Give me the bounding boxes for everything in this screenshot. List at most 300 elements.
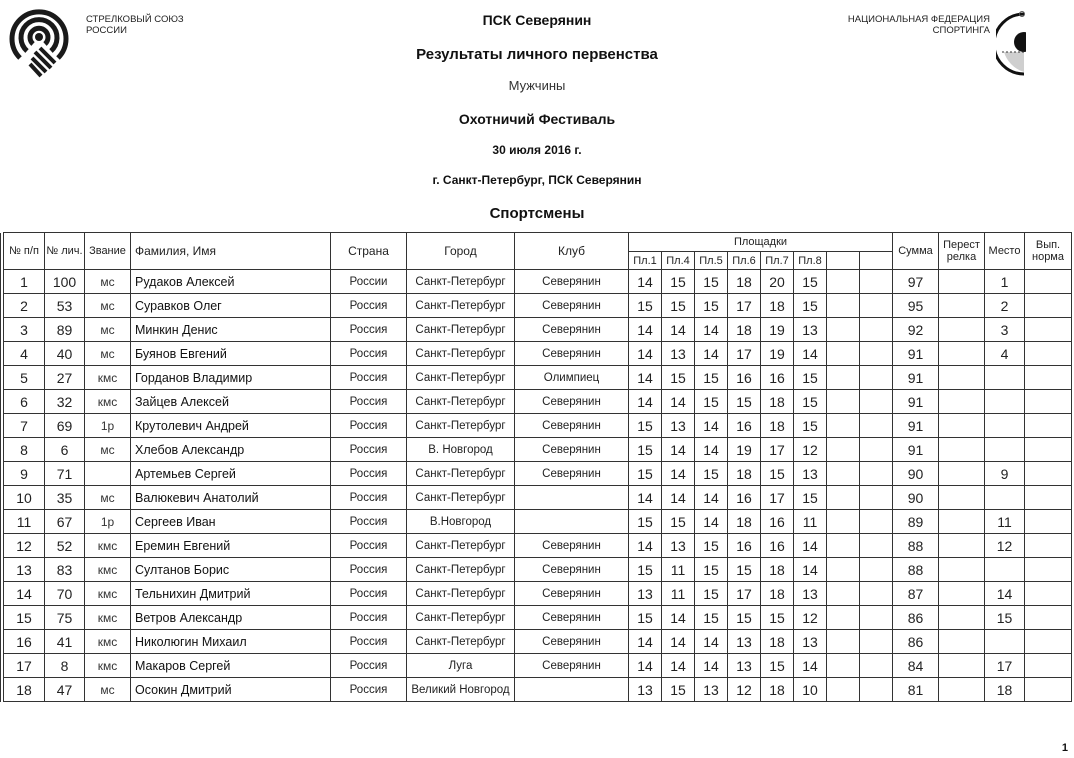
cell-station-score: 15 bbox=[629, 510, 662, 534]
cell-country: Россия bbox=[331, 390, 407, 414]
cell-club: Северянин bbox=[515, 630, 629, 654]
cell-rank: мс bbox=[85, 318, 131, 342]
cell-norm bbox=[1025, 654, 1072, 678]
cell-shootoff bbox=[939, 510, 985, 534]
cell-bib: 67 bbox=[45, 510, 85, 534]
cell-city: Санкт-Петербург bbox=[407, 390, 515, 414]
cell-station-score: 14 bbox=[662, 462, 695, 486]
col-header-bib: № лич. bbox=[45, 233, 85, 270]
cell-station-score bbox=[827, 510, 860, 534]
cell-name: Минкин Денис bbox=[131, 318, 331, 342]
table-row bbox=[1, 294, 1072, 318]
cell-station-score: 17 bbox=[761, 486, 794, 510]
cell-bib: 32 bbox=[45, 390, 85, 414]
cell-station-score: 13 bbox=[629, 582, 662, 606]
cell-name: Крутолевич Андрей bbox=[131, 414, 331, 438]
cell-station-score bbox=[827, 318, 860, 342]
cell-place: 15 bbox=[985, 606, 1025, 630]
cell-station-score: 13 bbox=[629, 678, 662, 702]
cell-station-score: 17 bbox=[728, 294, 761, 318]
cell-station-score bbox=[827, 270, 860, 294]
cell-station-score: 16 bbox=[728, 414, 761, 438]
cell-sum: 95 bbox=[893, 294, 939, 318]
cell-city: Санкт-Петербург bbox=[407, 462, 515, 486]
cell-station-score: 16 bbox=[728, 486, 761, 510]
cell-station-score: 14 bbox=[629, 654, 662, 678]
col-header-club: Клуб bbox=[515, 233, 629, 270]
cell-station-score: 15 bbox=[794, 390, 827, 414]
cell-station-score bbox=[827, 414, 860, 438]
cell-station-score: 15 bbox=[794, 486, 827, 510]
cell-station-score bbox=[860, 486, 893, 510]
cell-station-score: 10 bbox=[794, 678, 827, 702]
cell-country: России bbox=[331, 270, 407, 294]
cell-station-score bbox=[860, 390, 893, 414]
cell-name: Тельнихин Дмитрий bbox=[131, 582, 331, 606]
cell-station-score: 15 bbox=[761, 654, 794, 678]
table-row bbox=[1, 414, 1072, 438]
cell-norm bbox=[1025, 678, 1072, 702]
cell-station-score: 14 bbox=[662, 318, 695, 342]
cell-name: Николюгин Михаил bbox=[131, 630, 331, 654]
cell-sum: 89 bbox=[893, 510, 939, 534]
cell-station-score: 11 bbox=[794, 510, 827, 534]
cell-station-score bbox=[827, 630, 860, 654]
cell-city: Санкт-Петербург bbox=[407, 582, 515, 606]
cell-shootoff bbox=[939, 318, 985, 342]
cell-station-score: 14 bbox=[794, 534, 827, 558]
cell-no: 13 bbox=[4, 558, 45, 582]
table-row bbox=[1, 678, 1072, 702]
cell-no: 14 bbox=[4, 582, 45, 606]
cell-place: 12 bbox=[985, 534, 1025, 558]
cell-station-score: 15 bbox=[629, 414, 662, 438]
cell-station-score: 14 bbox=[695, 342, 728, 366]
cell-station-score bbox=[860, 582, 893, 606]
cell-station-score: 14 bbox=[794, 558, 827, 582]
cell-place bbox=[985, 486, 1025, 510]
cell-station-score: 14 bbox=[662, 630, 695, 654]
cell-shootoff bbox=[939, 534, 985, 558]
cell-station-score bbox=[827, 606, 860, 630]
cell-station-score bbox=[860, 294, 893, 318]
event-location: г. Санкт-Петербург, ПСК Северянин bbox=[432, 173, 642, 187]
cell-shootoff bbox=[939, 462, 985, 486]
cell-country: Россия bbox=[331, 654, 407, 678]
cell-station-score: 14 bbox=[629, 486, 662, 510]
cell-country: Россия bbox=[331, 534, 407, 558]
cell-name: Осокин Дмитрий bbox=[131, 678, 331, 702]
table-row bbox=[1, 438, 1072, 462]
cell-station-score bbox=[827, 654, 860, 678]
cell-country: Россия bbox=[331, 630, 407, 654]
cell-name: Макаров Сергей bbox=[131, 654, 331, 678]
cell-station-score: 14 bbox=[629, 318, 662, 342]
cell-station-score: 18 bbox=[728, 270, 761, 294]
cell-station-score: 14 bbox=[695, 510, 728, 534]
cell-city: Санкт-Петербург bbox=[407, 318, 515, 342]
cell-station-score: 15 bbox=[695, 270, 728, 294]
results-table bbox=[0, 232, 1072, 702]
cell-rank: мс bbox=[85, 678, 131, 702]
cell-rank: кмс bbox=[85, 558, 131, 582]
cell-station-score: 13 bbox=[728, 654, 761, 678]
header-row bbox=[1, 233, 1072, 252]
cell-country: Россия bbox=[331, 558, 407, 582]
cell-city: В.Новгород bbox=[407, 510, 515, 534]
cell-name: Горданов Владимир bbox=[131, 366, 331, 390]
cell-country: Россия bbox=[331, 678, 407, 702]
cell-place: 4 bbox=[985, 342, 1025, 366]
cell-station-score: 17 bbox=[728, 582, 761, 606]
cell-station-score: 12 bbox=[794, 438, 827, 462]
cell-station-score: 11 bbox=[662, 558, 695, 582]
cell-bib: 71 bbox=[45, 462, 85, 486]
cell-country: Россия bbox=[331, 486, 407, 510]
cell-rank: мс bbox=[85, 342, 131, 366]
cell-station-score bbox=[860, 534, 893, 558]
col-header-station: Пл.8 bbox=[794, 252, 827, 270]
cell-club: Северянин bbox=[515, 582, 629, 606]
cell-station-score: 16 bbox=[728, 366, 761, 390]
cell-station-score: 15 bbox=[794, 414, 827, 438]
cell-rank: мс bbox=[85, 486, 131, 510]
cell-station-score: 18 bbox=[728, 462, 761, 486]
table-row bbox=[1, 534, 1072, 558]
cell-station-score bbox=[860, 438, 893, 462]
table-row bbox=[1, 630, 1072, 654]
cell-station-score bbox=[827, 390, 860, 414]
cell-name: Зайцев Алексей bbox=[131, 390, 331, 414]
cell-sum: 84 bbox=[893, 654, 939, 678]
cell-shootoff bbox=[939, 414, 985, 438]
cell-station-score: 15 bbox=[761, 606, 794, 630]
cell-place: 18 bbox=[985, 678, 1025, 702]
table-row bbox=[1, 318, 1072, 342]
cell-place bbox=[985, 366, 1025, 390]
cell-station-score: 16 bbox=[761, 366, 794, 390]
cell-station-score: 12 bbox=[794, 606, 827, 630]
cell-bib: 6 bbox=[45, 438, 85, 462]
cell-norm bbox=[1025, 558, 1072, 582]
cell-station-score: 14 bbox=[629, 630, 662, 654]
cell-station-score: 18 bbox=[761, 390, 794, 414]
cell-station-score: 14 bbox=[662, 606, 695, 630]
table-row bbox=[1, 270, 1072, 294]
cell-city: Санкт-Петербург bbox=[407, 486, 515, 510]
cell-no: 6 bbox=[4, 390, 45, 414]
col-header-station bbox=[860, 252, 893, 270]
cell-station-score: 13 bbox=[794, 318, 827, 342]
cell-station-score: 14 bbox=[629, 342, 662, 366]
cell-shootoff bbox=[939, 606, 985, 630]
cell-station-score: 15 bbox=[629, 558, 662, 582]
col-header-norm: Вып. норма bbox=[1025, 233, 1072, 270]
cell-station-score: 15 bbox=[695, 294, 728, 318]
cell-no: 5 bbox=[4, 366, 45, 390]
cell-shootoff bbox=[939, 342, 985, 366]
cell-city: Санкт-Петербург bbox=[407, 270, 515, 294]
category-label: Мужчины bbox=[508, 78, 566, 93]
cell-station-score: 18 bbox=[728, 510, 761, 534]
cell-norm bbox=[1025, 414, 1072, 438]
cell-station-score bbox=[827, 294, 860, 318]
cell-rank: кмс bbox=[85, 654, 131, 678]
cell-shootoff bbox=[939, 582, 985, 606]
cell-city: Санкт-Петербург bbox=[407, 294, 515, 318]
cell-rank: 1р bbox=[85, 414, 131, 438]
cell-bib: 52 bbox=[45, 534, 85, 558]
cell-station-score: 18 bbox=[728, 318, 761, 342]
cell-rank: 1р bbox=[85, 510, 131, 534]
cell-norm bbox=[1025, 318, 1072, 342]
cell-station-score: 14 bbox=[662, 390, 695, 414]
cell-station-score: 15 bbox=[794, 366, 827, 390]
cell-sum: 91 bbox=[893, 390, 939, 414]
cell-bib: 69 bbox=[45, 414, 85, 438]
cell-no: 9 bbox=[4, 462, 45, 486]
cell-place bbox=[985, 438, 1025, 462]
table-row bbox=[1, 342, 1072, 366]
cell-country: Россия bbox=[331, 342, 407, 366]
cell-station-score: 15 bbox=[629, 294, 662, 318]
cell-station-score: 14 bbox=[629, 534, 662, 558]
cell-name: Хлебов Александр bbox=[131, 438, 331, 462]
cell-station-score: 18 bbox=[761, 582, 794, 606]
cell-club: Северянин bbox=[515, 558, 629, 582]
cell-bib: 75 bbox=[45, 606, 85, 630]
cell-place: 14 bbox=[985, 582, 1025, 606]
cell-station-score: 16 bbox=[761, 510, 794, 534]
cell-station-score: 15 bbox=[629, 606, 662, 630]
cell-sum: 87 bbox=[893, 582, 939, 606]
cell-club: Северянин bbox=[515, 390, 629, 414]
col-header-station: Пл.5 bbox=[695, 252, 728, 270]
org-left-line1: СТРЕЛКОВЫЙ СОЮЗ bbox=[86, 14, 184, 25]
cell-bib: 70 bbox=[45, 582, 85, 606]
cell-city: Великий Новгород bbox=[407, 678, 515, 702]
cell-rank: кмс bbox=[85, 390, 131, 414]
cell-city: Луга bbox=[407, 654, 515, 678]
org-right-line1: НАЦИОНАЛЬНАЯ ФЕДЕРАЦИЯ bbox=[847, 14, 990, 25]
cell-station-score: 15 bbox=[794, 294, 827, 318]
cell-club bbox=[515, 510, 629, 534]
org-right-line2: СПОРТИНГА bbox=[932, 25, 990, 36]
cell-station-score: 15 bbox=[761, 462, 794, 486]
cell-sum: 86 bbox=[893, 630, 939, 654]
cell-name: Валюкевич Анатолий bbox=[131, 486, 331, 510]
cell-bib: 35 bbox=[45, 486, 85, 510]
cell-station-score: 15 bbox=[662, 510, 695, 534]
cell-station-score: 14 bbox=[629, 390, 662, 414]
col-header-station bbox=[827, 252, 860, 270]
cell-club: Северянин bbox=[515, 270, 629, 294]
cell-no: 11 bbox=[4, 510, 45, 534]
cell-rank: кмс bbox=[85, 582, 131, 606]
cell-club: Северянин bbox=[515, 342, 629, 366]
cell-shootoff bbox=[939, 558, 985, 582]
cell-shootoff bbox=[939, 366, 985, 390]
cell-shootoff bbox=[939, 630, 985, 654]
cell-no: 17 bbox=[4, 654, 45, 678]
cell-station-score bbox=[860, 558, 893, 582]
cell-city: Санкт-Петербург bbox=[407, 534, 515, 558]
cell-station-score: 15 bbox=[695, 366, 728, 390]
cell-city: Санкт-Петербург bbox=[407, 558, 515, 582]
cell-club: Северянин bbox=[515, 654, 629, 678]
document-title: Результаты личного первенства bbox=[416, 46, 658, 63]
table-row bbox=[1, 606, 1072, 630]
cell-bib: 89 bbox=[45, 318, 85, 342]
cell-norm bbox=[1025, 534, 1072, 558]
cell-station-score: 19 bbox=[761, 318, 794, 342]
cell-station-score bbox=[860, 630, 893, 654]
cell-sum: 90 bbox=[893, 486, 939, 510]
cell-no: 18 bbox=[4, 678, 45, 702]
cell-bib: 53 bbox=[45, 294, 85, 318]
cell-rank bbox=[85, 462, 131, 486]
col-header-station: Пл.6 bbox=[728, 252, 761, 270]
cell-club bbox=[515, 678, 629, 702]
cell-station-score: 15 bbox=[662, 270, 695, 294]
cell-club bbox=[515, 486, 629, 510]
cell-shootoff bbox=[939, 270, 985, 294]
cell-place: 3 bbox=[985, 318, 1025, 342]
cell-no: 16 bbox=[4, 630, 45, 654]
cell-station-score bbox=[827, 462, 860, 486]
cell-sum: 92 bbox=[893, 318, 939, 342]
cell-station-score: 15 bbox=[695, 606, 728, 630]
cell-rank: кмс bbox=[85, 366, 131, 390]
cell-club: Олимпиец bbox=[515, 366, 629, 390]
cell-norm bbox=[1025, 486, 1072, 510]
cell-station-score bbox=[827, 678, 860, 702]
table-row bbox=[1, 582, 1072, 606]
cell-station-score: 13 bbox=[794, 582, 827, 606]
event-name: Охотничий Фестиваль bbox=[458, 111, 616, 127]
cell-station-score: 14 bbox=[695, 414, 728, 438]
cell-norm bbox=[1025, 342, 1072, 366]
cell-sum: 90 bbox=[893, 462, 939, 486]
cell-station-score: 14 bbox=[662, 654, 695, 678]
cell-place bbox=[985, 558, 1025, 582]
col-header-stations-group: Площадки bbox=[629, 233, 893, 252]
col-header-station: Пл.1 bbox=[629, 252, 662, 270]
cell-shootoff bbox=[939, 390, 985, 414]
org-left-line2: РОССИИ bbox=[86, 25, 127, 36]
cell-station-score: 15 bbox=[629, 462, 662, 486]
cell-place: 1 bbox=[985, 270, 1025, 294]
cell-sum: 86 bbox=[893, 606, 939, 630]
cell-station-score: 14 bbox=[695, 630, 728, 654]
cell-station-score bbox=[827, 366, 860, 390]
cell-station-score: 13 bbox=[662, 534, 695, 558]
cell-station-score: 14 bbox=[662, 486, 695, 510]
cell-norm bbox=[1025, 438, 1072, 462]
cell-bib: 83 bbox=[45, 558, 85, 582]
cell-sum: 91 bbox=[893, 438, 939, 462]
cell-station-score: 14 bbox=[794, 654, 827, 678]
cell-station-score: 18 bbox=[761, 558, 794, 582]
col-header-sum: Сумма bbox=[893, 233, 939, 270]
cell-station-score: 18 bbox=[761, 630, 794, 654]
event-date: 30 июля 2016 г. bbox=[492, 143, 582, 157]
cell-station-score: 16 bbox=[728, 534, 761, 558]
cell-sum: 81 bbox=[893, 678, 939, 702]
section-title: Спортсмены bbox=[489, 205, 585, 222]
cell-norm bbox=[1025, 510, 1072, 534]
cell-station-score bbox=[827, 582, 860, 606]
cell-name: Суравков Олег bbox=[131, 294, 331, 318]
cell-station-score: 14 bbox=[695, 318, 728, 342]
cell-no: 4 bbox=[4, 342, 45, 366]
cell-station-score: 15 bbox=[695, 462, 728, 486]
club-title: ПСК Северянин bbox=[482, 12, 592, 28]
cell-sum: 88 bbox=[893, 534, 939, 558]
table-row bbox=[1, 654, 1072, 678]
cell-place: 17 bbox=[985, 654, 1025, 678]
cell-name: Ветров Александр bbox=[131, 606, 331, 630]
cell-no: 10 bbox=[4, 486, 45, 510]
cell-station-score: 15 bbox=[794, 270, 827, 294]
cell-station-score: 13 bbox=[794, 462, 827, 486]
cell-station-score: 18 bbox=[761, 414, 794, 438]
cell-name: Артемьев Сергей bbox=[131, 462, 331, 486]
cell-norm bbox=[1025, 462, 1072, 486]
cell-name: Рудаков Алексей bbox=[131, 270, 331, 294]
cell-no: 15 bbox=[4, 606, 45, 630]
cell-name: Султанов Борис bbox=[131, 558, 331, 582]
cell-norm bbox=[1025, 390, 1072, 414]
cell-norm bbox=[1025, 582, 1072, 606]
cell-no: 8 bbox=[4, 438, 45, 462]
cell-no: 12 bbox=[4, 534, 45, 558]
cell-place: 9 bbox=[985, 462, 1025, 486]
cell-station-score: 15 bbox=[662, 294, 695, 318]
table-row bbox=[1, 486, 1072, 510]
cell-country: Россия bbox=[331, 438, 407, 462]
cell-station-score: 13 bbox=[695, 678, 728, 702]
cell-country: Россия bbox=[331, 606, 407, 630]
cell-country: Россия bbox=[331, 582, 407, 606]
cell-bib: 47 bbox=[45, 678, 85, 702]
cell-name: Еремин Евгений bbox=[131, 534, 331, 558]
cell-norm bbox=[1025, 270, 1072, 294]
cell-sum: 91 bbox=[893, 366, 939, 390]
cell-norm bbox=[1025, 366, 1072, 390]
col-header-name: Фамилия, Имя bbox=[131, 233, 331, 270]
cell-station-score: 15 bbox=[728, 390, 761, 414]
cell-club: Северянин bbox=[515, 462, 629, 486]
cell-country: Россия bbox=[331, 294, 407, 318]
cell-station-score bbox=[827, 438, 860, 462]
cell-station-score: 11 bbox=[662, 582, 695, 606]
cell-station-score: 12 bbox=[728, 678, 761, 702]
cell-rank: кмс bbox=[85, 534, 131, 558]
cell-station-score bbox=[827, 558, 860, 582]
cell-station-score: 13 bbox=[728, 630, 761, 654]
cell-station-score bbox=[860, 510, 893, 534]
cell-bib: 27 bbox=[45, 366, 85, 390]
cell-station-score: 13 bbox=[662, 342, 695, 366]
cell-station-score bbox=[860, 606, 893, 630]
cell-station-score: 15 bbox=[728, 558, 761, 582]
cell-station-score: 17 bbox=[728, 342, 761, 366]
col-header-station: Пл.7 bbox=[761, 252, 794, 270]
cell-station-score: 14 bbox=[662, 438, 695, 462]
cell-station-score: 15 bbox=[728, 606, 761, 630]
cell-station-score: 14 bbox=[794, 342, 827, 366]
